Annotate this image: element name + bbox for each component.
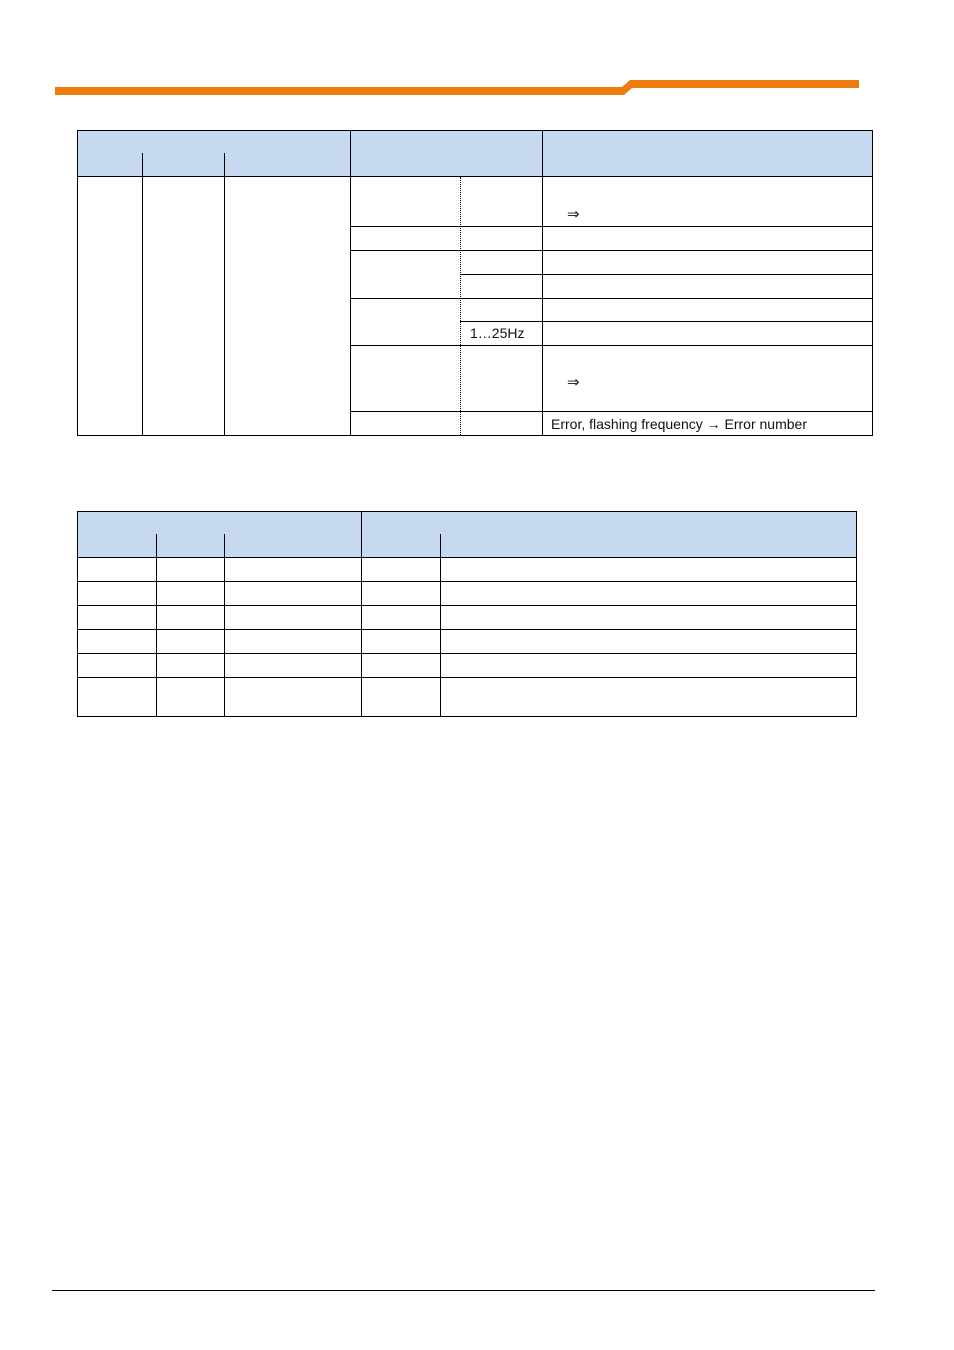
footer-rule — [52, 1290, 875, 1291]
table2-header-fill — [78, 512, 856, 558]
implies-arrow-icon: ⇒ — [567, 374, 580, 391]
table-row — [77, 605, 857, 606]
header-accent-shape — [55, 80, 859, 95]
header-accent-bar — [0, 0, 954, 110]
table-row — [77, 677, 857, 678]
table1-header-fill — [78, 131, 872, 177]
implies-arrow-icon: ⇒ — [567, 206, 580, 223]
table-row — [77, 629, 857, 630]
table-row — [77, 581, 857, 582]
table1-description-r8: Error, flashing frequency → Error number — [551, 416, 807, 432]
table1-value-r6: 1…25Hz — [470, 325, 525, 341]
table-row — [77, 653, 857, 654]
